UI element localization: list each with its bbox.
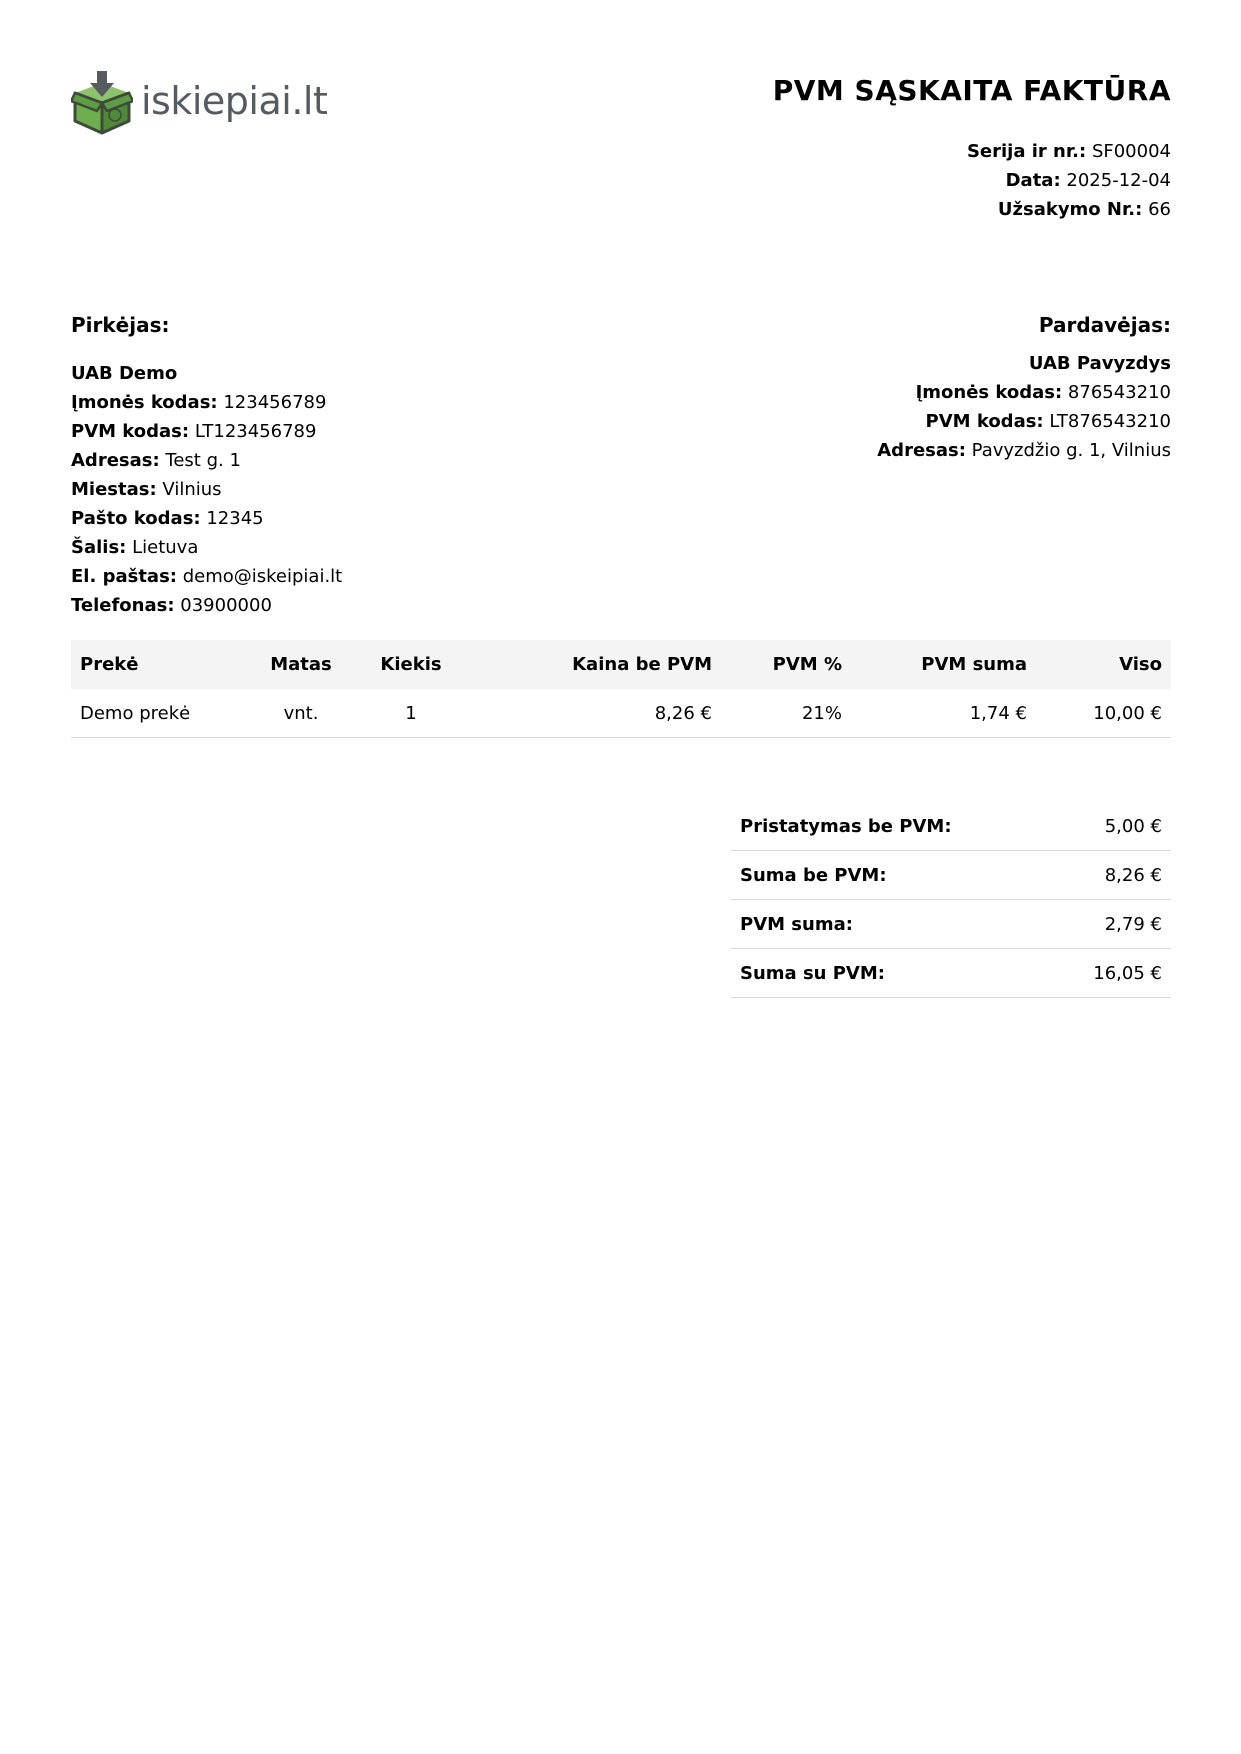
totals-label: PVM suma: bbox=[731, 900, 1050, 949]
table-cell: 8,26 € bbox=[476, 689, 721, 738]
field-value: LT123456789 bbox=[194, 421, 317, 442]
totals-row bbox=[731, 802, 1171, 851]
logo-text: iskiepiai.lt bbox=[141, 79, 328, 123]
meta-value: SF00004 bbox=[1091, 141, 1171, 162]
field-label: Telefonas: bbox=[71, 595, 175, 616]
invoice-meta bbox=[967, 137, 1171, 224]
field-value: demo@iskeipiai.lt bbox=[182, 566, 343, 587]
meta-label: Data: bbox=[1005, 170, 1061, 191]
seller-field bbox=[877, 407, 1171, 436]
field-label: Įmonės kodas: bbox=[915, 382, 1063, 403]
meta-date bbox=[967, 166, 1171, 195]
meta-value: 2025-12-04 bbox=[1066, 170, 1171, 191]
totals-value: 8,26 € bbox=[1050, 851, 1171, 900]
totals-table bbox=[731, 802, 1171, 998]
totals-label: Pristatymas be PVM: bbox=[731, 802, 1050, 851]
table-cell: 1 bbox=[346, 689, 476, 738]
buyer-field bbox=[71, 388, 342, 417]
table-header-row bbox=[71, 640, 1171, 689]
totals-value: 2,79 € bbox=[1050, 900, 1171, 949]
meta-label: Užsakymo Nr.: bbox=[997, 199, 1143, 220]
field-value: Vilnius bbox=[162, 479, 222, 500]
table-cell: 21% bbox=[721, 689, 851, 738]
column-header: Matas bbox=[256, 640, 346, 689]
totals-row bbox=[731, 851, 1171, 900]
field-label: Pašto kodas: bbox=[71, 508, 201, 529]
buyer-field bbox=[71, 475, 342, 504]
field-value: 03900000 bbox=[180, 595, 272, 616]
table-cell: Demo prekė bbox=[71, 689, 256, 738]
table-row bbox=[71, 689, 1171, 738]
field-label: PVM kodas: bbox=[925, 411, 1044, 432]
box-download-icon bbox=[71, 71, 133, 135]
buyer-field bbox=[71, 504, 342, 533]
seller-name: UAB Pavyzdys bbox=[1028, 353, 1171, 374]
items-table bbox=[71, 640, 1171, 738]
field-value: LT876543210 bbox=[1049, 411, 1171, 432]
column-header: Kaina be PVM bbox=[476, 640, 721, 689]
seller-field bbox=[877, 378, 1171, 407]
totals-label: Suma su PVM: bbox=[731, 949, 1050, 998]
column-header: PVM % bbox=[721, 640, 851, 689]
buyer-details bbox=[71, 359, 342, 620]
field-label: Adresas: bbox=[877, 440, 966, 461]
field-value: 123456789 bbox=[223, 392, 327, 413]
buyer-field bbox=[71, 417, 342, 446]
meta-value: 66 bbox=[1148, 199, 1171, 220]
seller-field bbox=[877, 436, 1171, 465]
field-value: Test g. 1 bbox=[165, 450, 241, 471]
meta-order-number bbox=[967, 195, 1171, 224]
buyer-field bbox=[71, 446, 342, 475]
column-header: Kiekis bbox=[346, 640, 476, 689]
field-label: Adresas: bbox=[71, 450, 160, 471]
field-label: Įmonės kodas: bbox=[71, 392, 218, 413]
field-label: PVM kodas: bbox=[71, 421, 190, 442]
buyer-heading: Pirkėjas: bbox=[71, 313, 170, 337]
buyer-name: UAB Demo bbox=[71, 363, 178, 384]
field-label: El. paštas: bbox=[71, 566, 177, 587]
field-value: 876543210 bbox=[1067, 382, 1171, 403]
column-header: Viso bbox=[1036, 640, 1171, 689]
table-cell: 1,74 € bbox=[851, 689, 1036, 738]
seller-details bbox=[877, 349, 1171, 465]
buyer-field bbox=[71, 591, 342, 620]
meta-series bbox=[967, 137, 1171, 166]
meta-label: Serija ir nr.: bbox=[966, 141, 1087, 162]
field-label: Šalis: bbox=[71, 537, 127, 558]
totals-value: 16,05 € bbox=[1050, 949, 1171, 998]
column-header: Prekė bbox=[71, 640, 256, 689]
field-value: Pavyzdžio g. 1, Vilnius bbox=[971, 440, 1171, 461]
field-value: Lietuva bbox=[132, 537, 199, 558]
totals-label: Suma be PVM: bbox=[731, 851, 1050, 900]
buyer-field bbox=[71, 562, 342, 591]
column-header: PVM suma bbox=[851, 640, 1036, 689]
invoice-page bbox=[71, 0, 1171, 1754]
totals-value: 5,00 € bbox=[1050, 802, 1171, 851]
buyer-field bbox=[71, 533, 342, 562]
field-label: Miestas: bbox=[71, 479, 157, 500]
table-cell: vnt. bbox=[256, 689, 346, 738]
logo bbox=[71, 68, 327, 138]
totals-row bbox=[731, 949, 1171, 998]
seller-heading: Pardavėjas: bbox=[1038, 313, 1171, 337]
totals-row bbox=[731, 900, 1171, 949]
document-title: PVM SĄSKAITA FAKTŪRA bbox=[772, 74, 1171, 107]
table-cell: 10,00 € bbox=[1036, 689, 1171, 738]
field-value: 12345 bbox=[206, 508, 264, 529]
